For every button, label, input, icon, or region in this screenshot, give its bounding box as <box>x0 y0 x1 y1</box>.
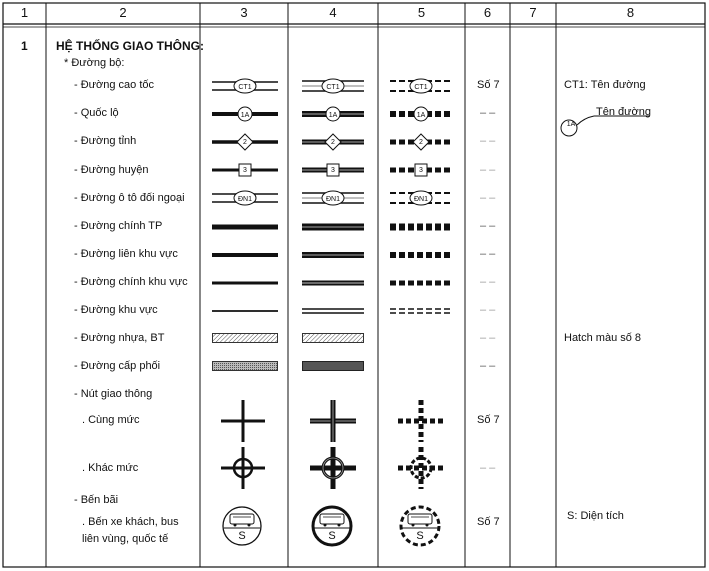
at-grade-junction-symbol-col5 <box>396 400 446 442</box>
asphalt-hatch-col4 <box>302 333 364 343</box>
gravel-hatch-col4 <box>302 361 364 371</box>
col6-value: – – <box>480 192 496 204</box>
badge-text: 1A <box>240 112 250 119</box>
col6-value: – – <box>480 107 496 119</box>
inter-area-road-symbol-col5 <box>390 248 452 262</box>
badge-text: CT1 <box>326 84 340 91</box>
row-label: - Đường cấp phối <box>74 360 161 372</box>
badge-text: ĐN1 <box>413 196 428 203</box>
badge-text: S <box>328 530 336 542</box>
badge-text: 3 <box>331 167 335 174</box>
badge-text: CT1 <box>414 84 428 91</box>
note-hatch: Hatch màu số 8 <box>564 332 642 344</box>
badge-text: 1A <box>416 112 426 119</box>
col6-value: Số 7 <box>477 79 500 91</box>
col6-value: – – <box>480 276 496 288</box>
col6-value: Số 7 <box>477 516 500 528</box>
interchange-symbol-col3 <box>219 447 267 489</box>
note-area: S: Diện tích <box>567 510 624 522</box>
col6-value: Số 7 <box>477 414 500 426</box>
section-title: HỆ THỐNG GIAO THÔNG: <box>56 39 204 53</box>
row-label: . Bến xe khách, bus <box>82 516 179 528</box>
badge-text: 3 <box>243 167 247 174</box>
row-label: - Đường cao tốc <box>74 79 154 91</box>
row-label: - Đường tỉnh <box>74 135 137 147</box>
badge-text: CT1 <box>238 84 252 91</box>
row-label-continued: liên vùng, quốc tế <box>82 533 169 545</box>
row-label: - Đường liên khu vực <box>74 248 178 260</box>
badge-text: ĐN1 <box>325 196 340 203</box>
badge-text: 1A <box>328 112 338 119</box>
row-label: . Khác mức <box>82 462 139 474</box>
area-road-symbol-col3 <box>212 304 278 318</box>
main-area-road-symbol-col4 <box>302 276 364 290</box>
at-grade-junction-symbol-col4 <box>308 400 358 442</box>
col6-value: – – <box>480 135 496 147</box>
main-city-road-symbol-col5 <box>390 220 452 234</box>
area-road-symbol-col4 <box>302 304 364 318</box>
row-label: - Đường chính khu vực <box>74 276 188 288</box>
row-label: . Cùng mức <box>82 414 140 426</box>
main-area-road-symbol-col3 <box>212 276 278 290</box>
col6-value: – – <box>480 360 496 372</box>
col6-value: – – <box>480 304 496 316</box>
note-road-name-label: Tên đường <box>596 106 651 118</box>
col6-value: – – <box>480 248 496 260</box>
at-grade-junction-symbol-col3 <box>219 400 267 442</box>
column-header-6: 6 <box>483 5 492 20</box>
badge-text: 3 <box>419 167 423 174</box>
row-label: - Đường chính TP <box>74 220 163 232</box>
row-label: - Đường ô tô đối ngoại <box>74 192 185 204</box>
row-label: - Đường khu vực <box>74 304 158 316</box>
inter-area-road-symbol-col3 <box>212 248 278 262</box>
row-label: - Đường nhựa, BT <box>74 332 165 344</box>
col6-value: – – <box>480 332 496 344</box>
column-header-5: 5 <box>417 5 426 20</box>
inter-area-road-symbol-col4 <box>302 248 364 262</box>
column-header-1: 1 <box>20 5 29 20</box>
badge-text: 2 <box>419 139 423 146</box>
row-label: - Bến bãi <box>74 494 119 506</box>
section-number: 1 <box>21 39 28 53</box>
main-city-road-symbol-col4 <box>302 220 364 234</box>
row-label: - Nút giao thông <box>74 388 153 400</box>
column-header-4: 4 <box>329 5 337 20</box>
row-label: - Quốc lộ <box>74 107 119 119</box>
column-header-7: 7 <box>529 5 537 20</box>
main-city-road-symbol-col3 <box>212 220 278 234</box>
badge-text: ĐN1 <box>237 196 252 203</box>
badge-text: S <box>416 530 424 542</box>
interchange-symbol-col4 <box>308 447 358 489</box>
section-subheading: * Đường bộ: <box>64 57 125 69</box>
badge-text: 2 <box>243 139 247 146</box>
note-badge-text: 1A <box>566 121 576 128</box>
badge-text: 2 <box>331 139 335 146</box>
badge-text: S <box>238 530 246 542</box>
main-area-road-symbol-col5 <box>390 276 452 290</box>
interchange-symbol-col5 <box>396 447 446 489</box>
col6-value: – – <box>480 462 496 474</box>
col6-value: – – <box>480 164 496 176</box>
col6-value: – – <box>480 220 496 232</box>
asphalt-hatch-col3 <box>212 333 278 343</box>
note-road-name: CT1: Tên đường <box>564 79 646 91</box>
area-road-symbol-col5 <box>390 304 452 318</box>
row-label: - Đường huyện <box>74 164 149 176</box>
column-header-2: 2 <box>119 5 127 20</box>
column-header-3: 3 <box>240 5 248 20</box>
column-header-8: 8 <box>626 5 635 20</box>
gravel-hatch-col3 <box>212 361 278 371</box>
